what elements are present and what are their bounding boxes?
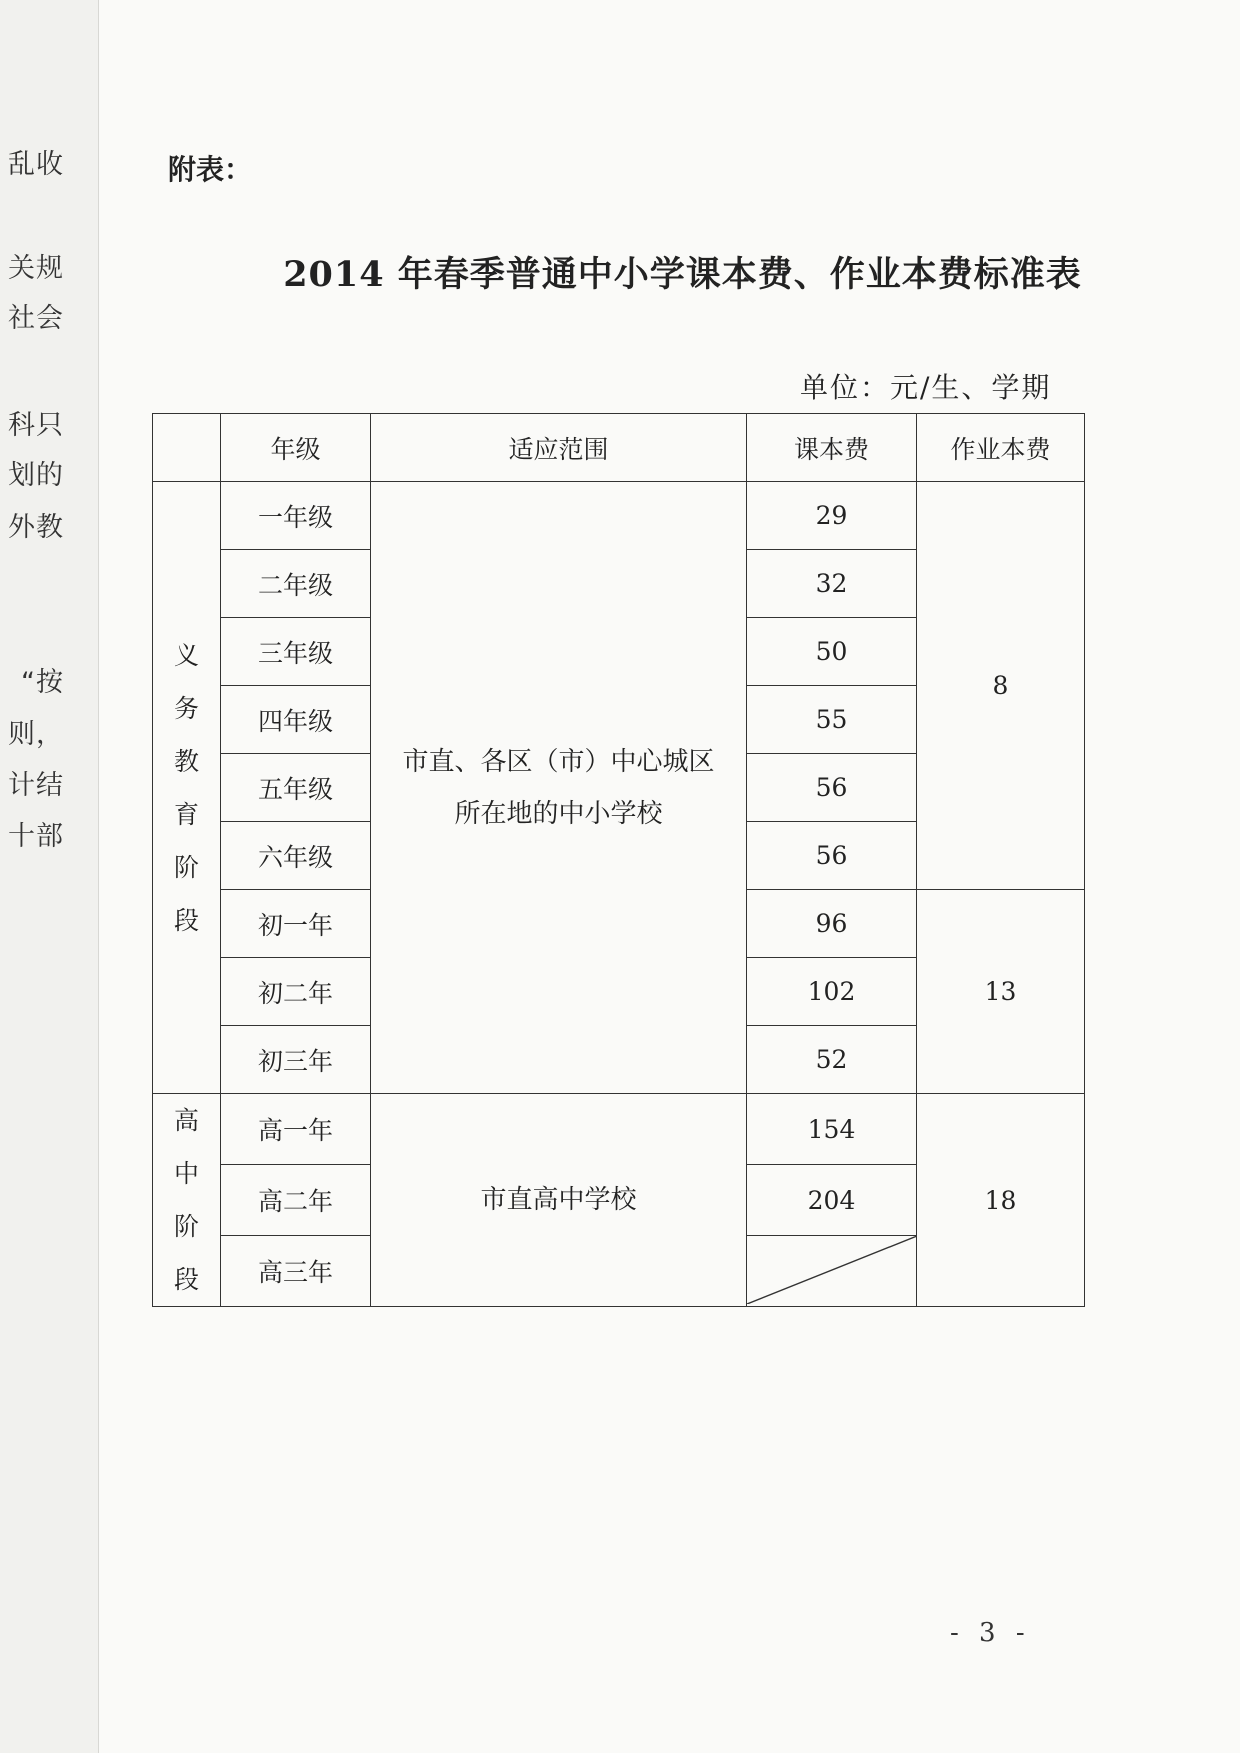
grade-cell: 四年级 — [221, 686, 371, 754]
grade-cell: 初三年 — [221, 1026, 371, 1094]
adjacent-page-strip — [0, 0, 99, 1753]
page-number: - 3 - — [950, 1618, 1031, 1648]
margin-fragment: 乱收 — [8, 149, 64, 180]
workbook-fee-primary: 8 — [917, 482, 1085, 890]
textbook-fee-cell: 52 — [747, 1026, 917, 1094]
fee-standard-table — [152, 413, 1085, 1307]
margin-fragment: “按 — [21, 667, 64, 698]
scope-high-school: 市直高中学校 — [371, 1094, 747, 1307]
document-title: 2014 年春季普通中小学课本费、作业本费标准表 — [283, 254, 1082, 295]
textbook-fee-cell: 56 — [747, 754, 917, 822]
grade-cell: 高一年 — [221, 1094, 371, 1165]
textbook-fee-header: 课本费 — [747, 414, 917, 482]
margin-fragment: 则， — [8, 719, 64, 750]
stage-label: 义 务 教 育 阶 段 — [173, 640, 199, 935]
textbook-fee-cell: 50 — [747, 618, 917, 686]
margin-fragment: 外教 — [8, 512, 64, 543]
textbook-fee-cell: 154 — [747, 1094, 917, 1165]
grade-cell: 五年级 — [221, 754, 371, 822]
textbook-fee-cell: 29 — [747, 482, 917, 550]
stage-compulsory — [153, 482, 221, 1094]
unit-note: 单位：元/生、学期 — [800, 371, 1052, 404]
workbook-fee-header: 作业本费 — [917, 414, 1085, 482]
grade-header: 年级 — [221, 414, 371, 482]
textbook-fee-cell: 102 — [747, 958, 917, 1026]
margin-fragment: 科只 — [8, 410, 64, 441]
margin-fragment: 十部 — [8, 821, 64, 852]
table-header-row — [153, 414, 1085, 482]
textbook-fee-empty-cell — [747, 1236, 917, 1307]
grade-cell: 高二年 — [221, 1165, 371, 1236]
stage-header-cell — [153, 414, 221, 482]
table-row — [153, 1094, 1085, 1165]
diagonal-slash — [747, 1236, 917, 1304]
scope-header: 适应范围 — [371, 414, 747, 482]
grade-cell: 一年级 — [221, 482, 371, 550]
workbook-fee-junior: 13 — [917, 890, 1085, 1094]
stage-label: 高 中 阶 段 — [173, 1106, 199, 1294]
scope-line: 所在地的中小学校 — [454, 798, 663, 829]
stage-high-school — [153, 1094, 221, 1307]
textbook-fee-cell: 204 — [747, 1165, 917, 1236]
grade-cell: 高三年 — [221, 1236, 371, 1307]
textbook-fee-cell: 32 — [747, 550, 917, 618]
grade-cell: 初一年 — [221, 890, 371, 958]
margin-fragment: 划的 — [8, 460, 64, 491]
grade-cell: 二年级 — [221, 550, 371, 618]
grade-cell: 三年级 — [221, 618, 371, 686]
grade-cell: 六年级 — [221, 822, 371, 890]
scope-compulsory — [371, 482, 747, 1094]
table-row — [153, 482, 1085, 550]
textbook-fee-cell: 56 — [747, 822, 917, 890]
margin-fragment: 计结 — [8, 770, 64, 801]
textbook-fee-cell: 55 — [747, 686, 917, 754]
grade-cell: 初二年 — [221, 958, 371, 1026]
margin-fragment: 关规 — [8, 253, 64, 284]
workbook-fee-high: 18 — [917, 1094, 1085, 1307]
attachment-label: 附表： — [168, 153, 253, 186]
margin-fragment: 社会 — [8, 303, 64, 334]
scope-line: 市直、各区（市）中心城区 — [402, 746, 715, 777]
textbook-fee-cell: 96 — [747, 890, 917, 958]
